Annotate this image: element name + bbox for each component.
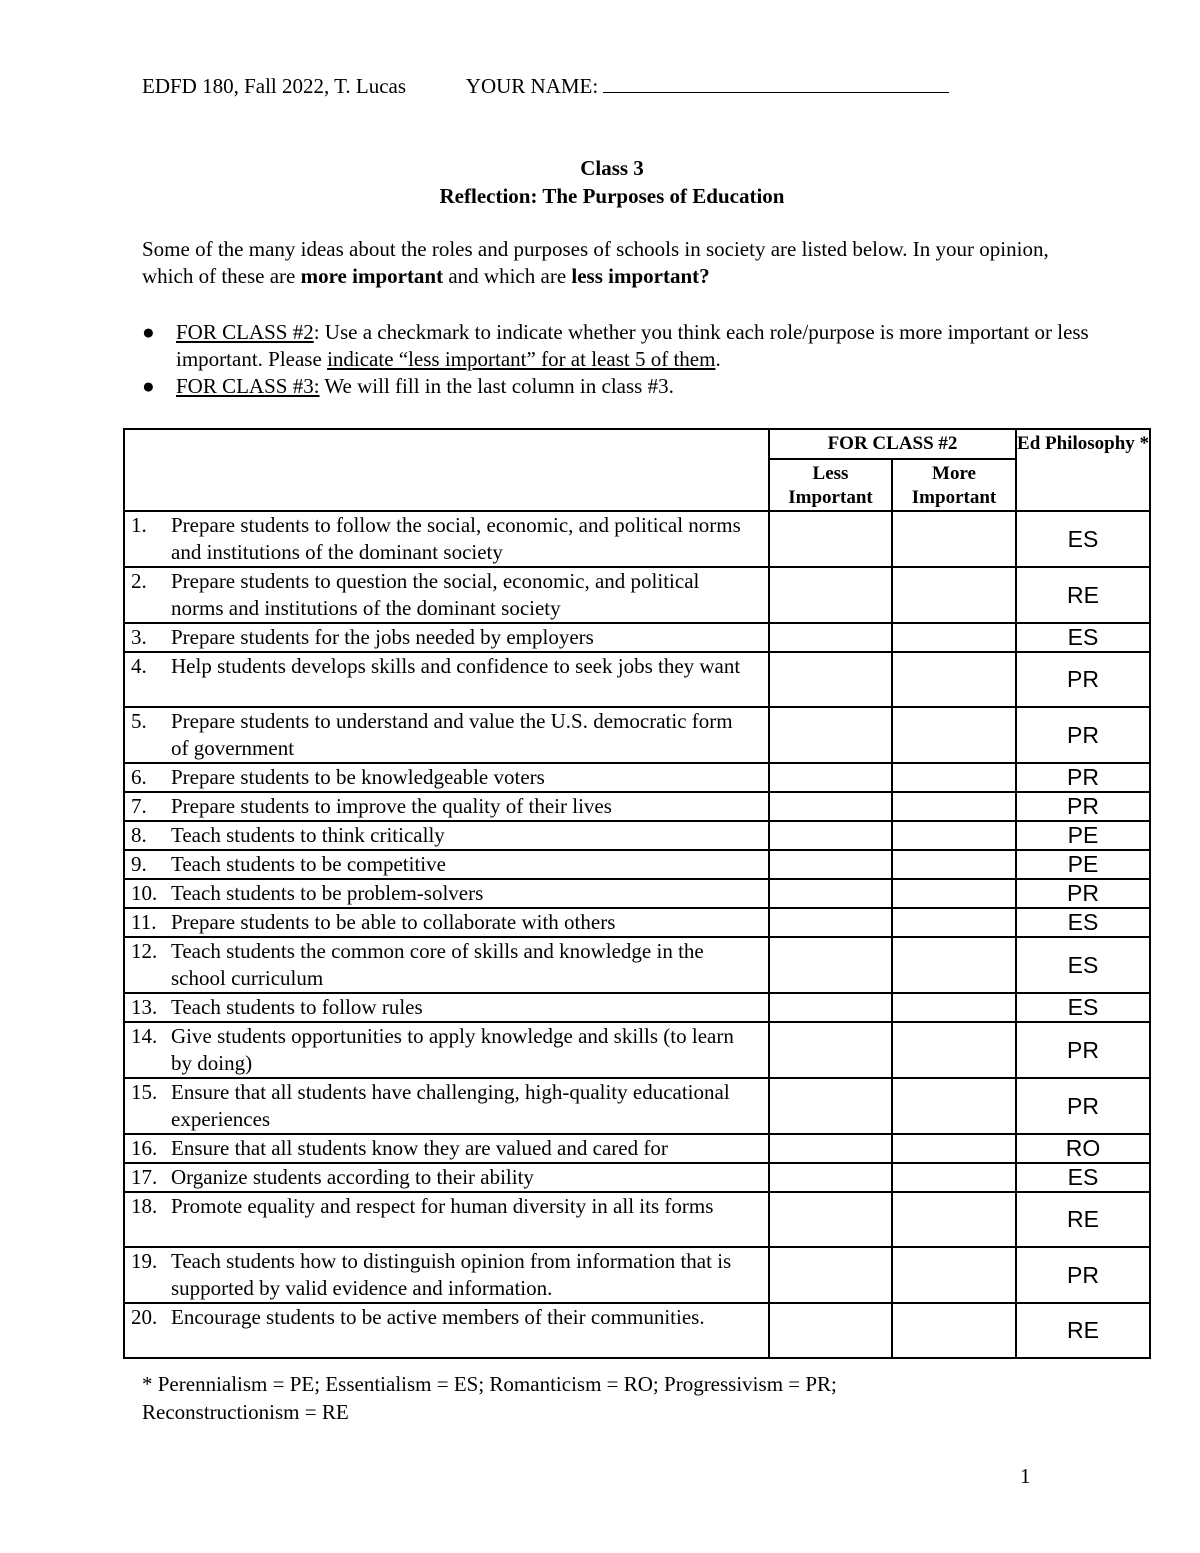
philosophy-cell: PR [1016, 792, 1150, 821]
less-important-checkbox-cell[interactable] [769, 1192, 892, 1247]
purpose-cell [124, 511, 769, 567]
intro-paragraph: Some of the many ideas about the roles and purposes of schools in society are listed below. In your opinion, which of these are more important and which are less important? [142, 237, 1049, 288]
footnote-line-2: Reconstructionism = RE [142, 1400, 349, 1424]
more-important-checkbox-cell[interactable] [892, 993, 1016, 1022]
more-important-checkbox-cell[interactable] [892, 1078, 1016, 1134]
philosophy-cell: PR [1016, 763, 1150, 792]
footnote [142, 1370, 1102, 1426]
purpose-cell [124, 1134, 769, 1163]
item-number: 18. [131, 1194, 158, 1218]
less-important-checkbox-cell[interactable] [769, 1303, 892, 1358]
page-header [142, 72, 949, 99]
item-text: Teach students to think critically [171, 823, 445, 847]
blank-header-cell [124, 429, 769, 511]
purpose-cell [124, 1192, 769, 1247]
table-row [124, 1078, 1150, 1134]
bullet-icon: ● [142, 320, 155, 344]
more-important-checkbox-cell[interactable] [892, 707, 1016, 763]
table-row [124, 1303, 1150, 1358]
less-important-checkbox-cell[interactable] [769, 1163, 892, 1192]
more-important-checkbox-cell[interactable] [892, 1247, 1016, 1303]
purpose-cell [124, 1303, 769, 1358]
more-important-checkbox-cell[interactable] [892, 937, 1016, 993]
philosophy-cell: PR [1016, 1022, 1150, 1078]
less-important-checkbox-cell[interactable] [769, 1247, 892, 1303]
instruction-class-3: ● FOR CLASS #3: We will fill in the last column in class #3. [142, 374, 674, 398]
more-important-header: More Important [892, 459, 1016, 511]
item-text: Prepare students to be able to collaborate with others [171, 910, 616, 934]
philosophy-cell: RE [1016, 567, 1150, 623]
item-number: 13. [131, 995, 158, 1019]
purpose-cell [124, 1247, 769, 1303]
philosophy-cell: PR [1016, 1247, 1150, 1303]
more-important-checkbox-cell[interactable] [892, 908, 1016, 937]
purpose-cell [124, 908, 769, 937]
philosophy-cell: RE [1016, 1192, 1150, 1247]
more-important-checkbox-cell[interactable] [892, 567, 1016, 623]
item-number: 4. [131, 654, 147, 678]
less-important-checkbox-cell[interactable] [769, 1022, 892, 1078]
less-important-checkbox-cell[interactable] [769, 908, 892, 937]
purpose-cell [124, 707, 769, 763]
item-number: 17. [131, 1165, 158, 1189]
less-important-checkbox-cell[interactable] [769, 821, 892, 850]
philosophy-cell: ES [1016, 908, 1150, 937]
item-text: Teach students to be competitive [171, 852, 446, 876]
purpose-cell [124, 1022, 769, 1078]
purpose-cell [124, 652, 769, 707]
philosophy-cell: PE [1016, 850, 1150, 879]
philosophy-cell: ES [1016, 993, 1150, 1022]
table-row [124, 850, 1150, 879]
item-text: Prepare students to be knowledgeable voters [171, 765, 545, 789]
item-text: Organize students according to their ability [171, 1165, 534, 1189]
table-row [124, 792, 1150, 821]
item-number: 3. [131, 625, 147, 649]
item-number: 9. [131, 852, 147, 876]
philosophy-header: Ed Philosophy * [1016, 429, 1150, 511]
table-row [124, 1022, 1150, 1078]
item-text: Prepare students to understand and value the U.S. democratic form of government [171, 709, 733, 760]
less-important-checkbox-cell[interactable] [769, 707, 892, 763]
purpose-cell [124, 821, 769, 850]
item-number: 11. [131, 910, 157, 934]
item-number: 12. [131, 939, 158, 963]
more-important-checkbox-cell[interactable] [892, 763, 1016, 792]
bullet-icon: ● [142, 374, 155, 398]
more-important-checkbox-cell[interactable] [892, 792, 1016, 821]
purpose-cell [124, 792, 769, 821]
item-text: Prepare students to question the social, economic, and political norms and institutions of the dominant society [171, 569, 700, 620]
item-text: Prepare students for the jobs needed by employers [171, 625, 594, 649]
item-number: 10. [131, 881, 158, 905]
more-important-checkbox-cell[interactable] [892, 879, 1016, 908]
item-text: Give students opportunities to apply knowledge and skills (to learn by doing) [171, 1024, 734, 1075]
purpose-cell [124, 623, 769, 652]
less-important-checkbox-cell[interactable] [769, 567, 892, 623]
more-important-checkbox-cell[interactable] [892, 850, 1016, 879]
item-number: 7. [131, 794, 147, 818]
item-number: 5. [131, 709, 147, 733]
more-important-checkbox-cell[interactable] [892, 511, 1016, 567]
course-info: EDFD 180, Fall 2022, T. Lucas [142, 74, 407, 98]
table-row [124, 908, 1150, 937]
table-row [124, 652, 1150, 707]
table-row [124, 511, 1150, 567]
philosophy-cell: ES [1016, 511, 1150, 567]
item-number: 15. [131, 1080, 158, 1104]
table-row [124, 1192, 1150, 1247]
philosophy-cell: ES [1016, 623, 1150, 652]
purpose-cell [124, 1163, 769, 1192]
item-number: 14. [131, 1024, 158, 1048]
item-number: 16. [131, 1136, 158, 1160]
item-number: 2. [131, 569, 147, 593]
less-important-checkbox-cell[interactable] [769, 937, 892, 993]
purpose-cell [124, 937, 769, 993]
more-important-checkbox-cell[interactable] [892, 1303, 1016, 1358]
table-row [124, 879, 1150, 908]
item-text: Ensure that all students have challenging, high-quality educational experiences [171, 1080, 730, 1131]
philosophy-cell: PR [1016, 1078, 1150, 1134]
more-important-checkbox-cell[interactable] [892, 1192, 1016, 1247]
table-row [124, 1247, 1150, 1303]
table-row [124, 1134, 1150, 1163]
less-important-checkbox-cell[interactable] [769, 792, 892, 821]
less-important-checkbox-cell[interactable] [769, 652, 892, 707]
table-row [124, 993, 1150, 1022]
philosophy-cell: PE [1016, 821, 1150, 850]
purpose-cell [124, 993, 769, 1022]
philosophy-cell: PR [1016, 652, 1150, 707]
purposes-table [123, 428, 1151, 1359]
table-row [124, 623, 1150, 652]
footnote-line-1: * Perennialism = PE; Essentialism = ES; Romanticism = RO; Progressivism = PR; [142, 1372, 837, 1396]
item-text: Help students develops skills and confidence to seek jobs they want [171, 654, 741, 678]
table-row [124, 567, 1150, 623]
less-important-checkbox-cell[interactable] [769, 511, 892, 567]
less-important-checkbox-cell[interactable] [769, 850, 892, 879]
philosophy-cell: RO [1016, 1134, 1150, 1163]
item-text: Encourage students to be active members of their communities. [171, 1305, 705, 1329]
purpose-cell [124, 850, 769, 879]
item-text: Promote equality and respect for human diversity in all its forms [171, 1194, 714, 1218]
less-important-checkbox-cell[interactable] [769, 993, 892, 1022]
less-important-header: Less Important [769, 459, 892, 511]
class-title: Class 3 [580, 156, 644, 180]
philosophy-cell: ES [1016, 937, 1150, 993]
purpose-cell [124, 1078, 769, 1134]
philosophy-cell: PR [1016, 707, 1150, 763]
name-label: YOUR NAME: [465, 74, 599, 98]
page-number: 1 [1020, 1464, 1031, 1488]
more-important-checkbox-cell[interactable] [892, 652, 1016, 707]
purpose-cell [124, 763, 769, 792]
table-row [124, 707, 1150, 763]
less-important-checkbox-cell[interactable] [769, 763, 892, 792]
less-important-checkbox-cell[interactable] [769, 1078, 892, 1134]
page-title: Reflection: The Purposes of Education [439, 184, 785, 208]
item-text: Prepare students to follow the social, economic, and political norms and institutions of the dominant society [171, 513, 741, 564]
item-text: Ensure that all students know they are valued and cared for [171, 1136, 668, 1160]
philosophy-cell: PR [1016, 879, 1150, 908]
table-row [124, 821, 1150, 850]
more-important-checkbox-cell[interactable] [892, 821, 1016, 850]
more-important-checkbox-cell[interactable] [892, 1022, 1016, 1078]
item-text: Teach students the common core of skills and knowledge in the school curriculum [171, 939, 704, 990]
item-number: 19. [131, 1249, 158, 1273]
item-number: 6. [131, 765, 147, 789]
name-blank-line[interactable] [603, 72, 949, 93]
philosophy-cell: RE [1016, 1303, 1150, 1358]
item-number: 8. [131, 823, 147, 847]
item-text: Teach students how to distinguish opinion from information that is supported by valid evidence and information. [171, 1249, 732, 1300]
purpose-cell [124, 879, 769, 908]
less-important-checkbox-cell[interactable] [769, 1134, 892, 1163]
instruction-class-2: ● FOR CLASS #2: Use a checkmark to indicate whether you think each role/purpose is more important or less important. Please indicate “less important” for at least 5 of them. [142, 320, 1089, 371]
item-text: Teach students to follow rules [171, 995, 423, 1019]
class-2-group-header: FOR CLASS #2 [769, 429, 1016, 459]
item-text: Teach students to be problem-solvers [171, 881, 484, 905]
table-row [124, 1163, 1150, 1192]
philosophy-cell: ES [1016, 1163, 1150, 1192]
less-important-checkbox-cell[interactable] [769, 879, 892, 908]
purpose-cell [124, 567, 769, 623]
instruction-list [142, 319, 1102, 400]
item-number: 20. [131, 1305, 158, 1329]
more-important-checkbox-cell[interactable] [892, 623, 1016, 652]
less-important-checkbox-cell[interactable] [769, 623, 892, 652]
item-text: Prepare students to improve the quality of their lives [171, 794, 612, 818]
more-important-checkbox-cell[interactable] [892, 1134, 1016, 1163]
item-number: 1. [131, 513, 147, 537]
more-important-checkbox-cell[interactable] [892, 1163, 1016, 1192]
table-row [124, 937, 1150, 993]
table-row [124, 763, 1150, 792]
